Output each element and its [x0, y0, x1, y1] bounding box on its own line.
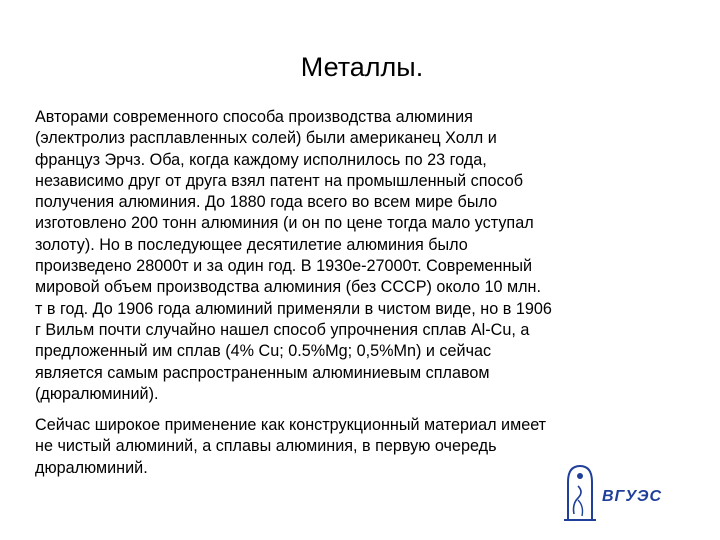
text-line: является самым распространенным алюминиевым сплавом [35, 363, 490, 382]
text-line: не чистый алюминий, а сплавы алюминия, в первую очередь [35, 437, 497, 456]
text-line: (дюралюминий). [35, 384, 159, 403]
slide-body [35, 107, 695, 479]
text-line: г Вильм почти случайно нашел способ упрочнения сплав Al-Cu, а [35, 320, 530, 339]
text-line: изготовлено 200 тонн алюминия (и он по цене тогда мало уступал [35, 214, 534, 233]
logo-wordmark: ВГУЭС [602, 488, 663, 505]
text-line: золоту). Но в последующее десятилетие алюминия было [35, 235, 468, 254]
text-line: предложенный им сплав (4% Cu; 0.5%Mg; 0,5%Mn) и сейчас [35, 342, 492, 361]
text-line: произведено 28000т и за один год. В 1930е-27000т. Современный [35, 257, 533, 276]
emblem-icon [564, 466, 596, 520]
text-line: француз Эрчз. Оба, когда каждому исполнилось по 23 года, [35, 150, 487, 169]
slide-title: Металлы. [300, 52, 424, 82]
text-line: независимо друг от друга взял патент на промышленный способ [35, 171, 524, 190]
text-line: получения алюминия. До 1880 года всего во всем мире было [35, 193, 498, 212]
text-line: (электролиз расплавленных солей) были американец Холл и [35, 129, 497, 148]
text-line: дюралюминий. [35, 458, 148, 477]
text-line: Сейчас широкое применение как конструкционный материал имеет [35, 416, 547, 435]
paragraph-history [35, 107, 695, 405]
logo-graphic [560, 460, 710, 524]
text-line: Авторами современного способа производства алюминия [35, 108, 473, 126]
text-line: мировой объем производства алюминия (без СССР) около 10 млн. [35, 278, 541, 297]
university-logo [560, 460, 710, 524]
text-line: т в год. До 1906 года алюминий применяли в чистом виде, но в 1906 [35, 299, 552, 318]
